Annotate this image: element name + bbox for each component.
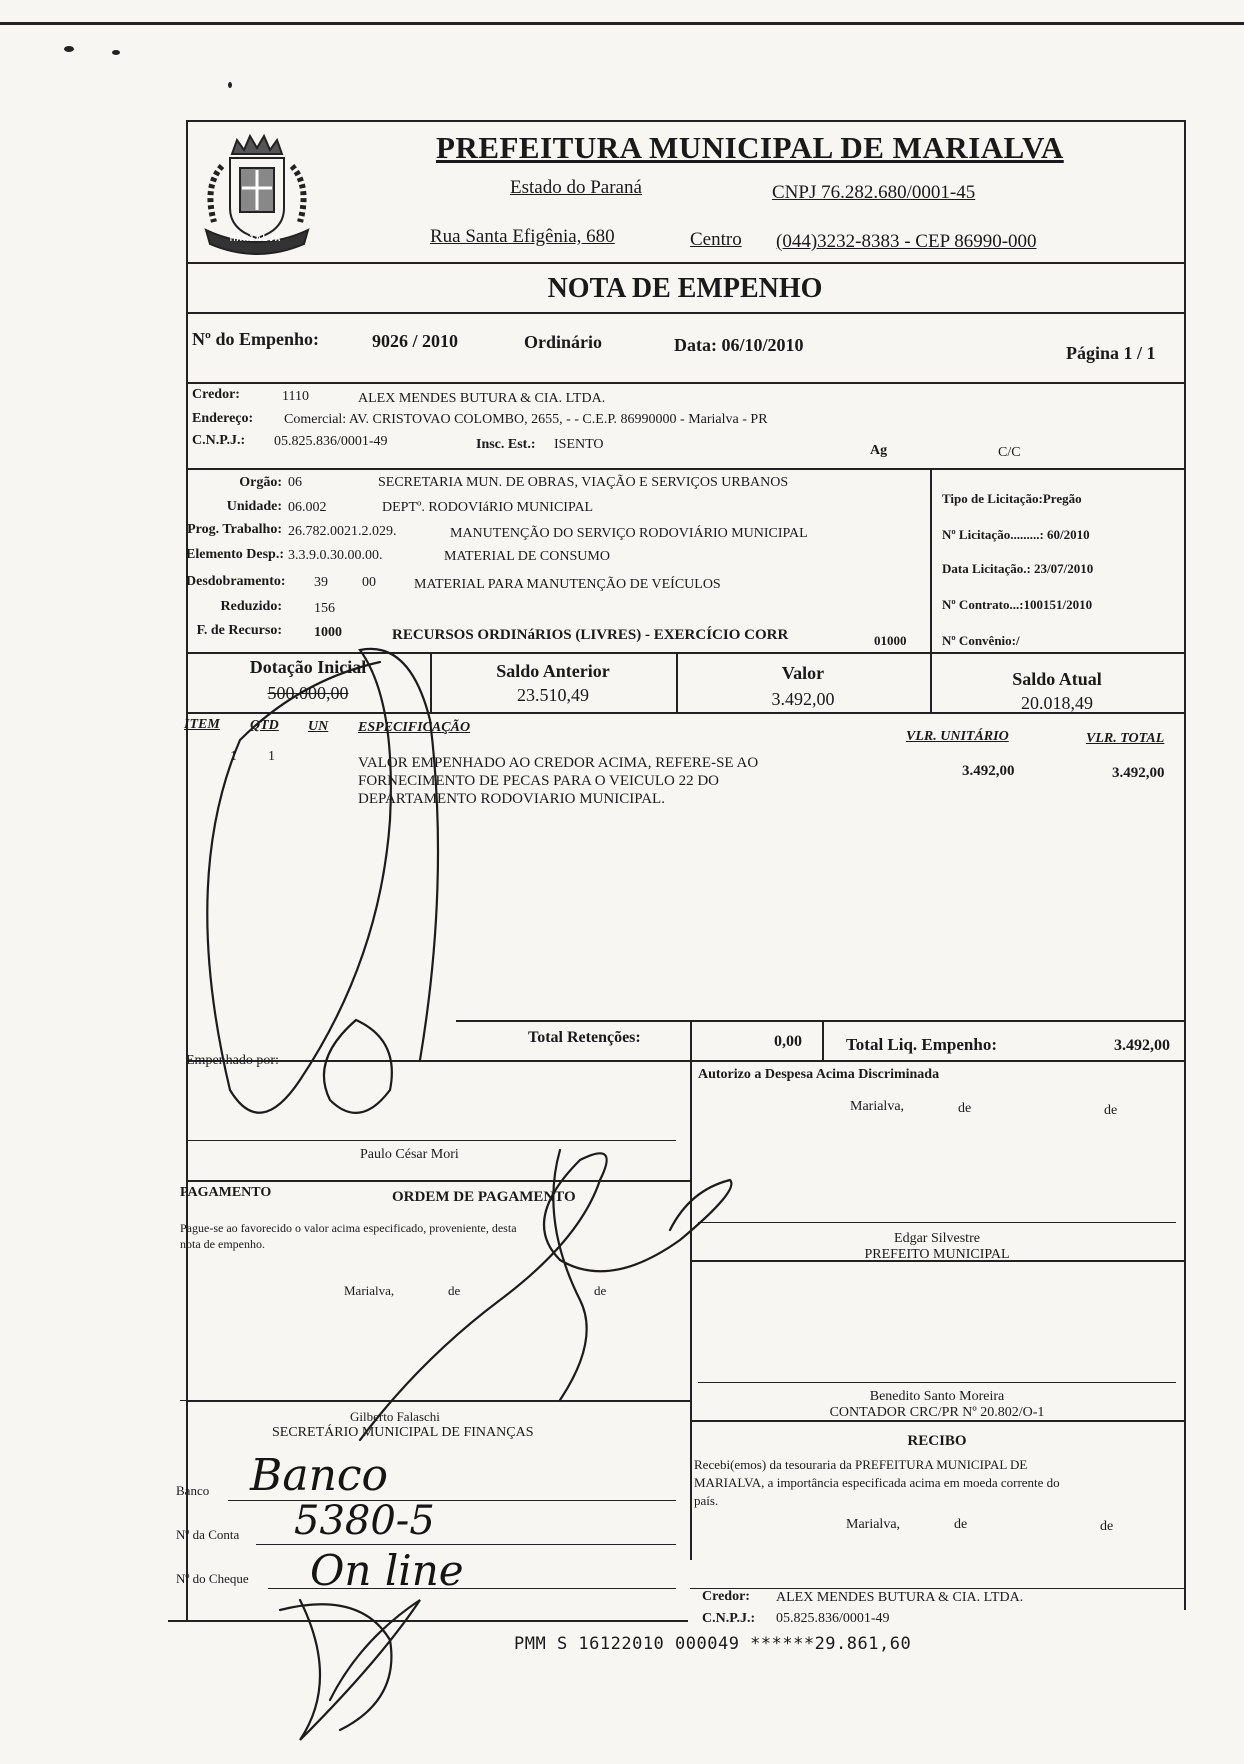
insc-value: ISENTO xyxy=(554,437,604,452)
prog-trabalho-code: 26.782.0021.2.029. xyxy=(288,524,397,539)
cheque-label: Nº do Cheque xyxy=(176,1571,249,1586)
scan-speck xyxy=(228,82,232,88)
col-header-un: UN xyxy=(308,719,329,734)
saldo-anterior-value: 23.510,49 xyxy=(517,685,589,705)
district: Centro xyxy=(690,229,742,250)
desdobramento-name: MATERIAL PARA MANUTENÇÃO DE VEÍCULOS xyxy=(414,577,721,592)
col-header-vlr-unitario: VLR. UNITÁRIO xyxy=(906,729,1009,744)
autorizo-de: de xyxy=(1104,1103,1118,1118)
prefeito-title: PREFEITO MUNICIPAL xyxy=(864,1247,1010,1262)
nota-de-empenho-form xyxy=(176,120,1186,1626)
item-spec-line: FORNECIMENTO DE PECAS PARA O VEICULO 22 DO xyxy=(358,773,720,789)
ag-label: Ag xyxy=(870,443,888,458)
recibo-place: Marialva, xyxy=(846,1517,901,1532)
recibo-text: país. xyxy=(694,1493,719,1508)
saldo-anterior-label: Saldo Anterior xyxy=(496,661,610,681)
numero-contrato: Nº Contrato...:100151/2010 xyxy=(942,597,1093,612)
saldo-atual-value: 20.018,49 xyxy=(1021,693,1093,713)
page-number: Página 1 / 1 xyxy=(1066,343,1156,363)
empenhado-por-name: Paulo César Mori xyxy=(360,1147,459,1162)
recibo-de: de xyxy=(954,1517,968,1532)
credor-cnpj: 05.825.836/0001-49 xyxy=(274,434,388,449)
fonte-recurso-number: 01000 xyxy=(874,633,907,648)
credor-code: 1110 xyxy=(282,389,309,404)
recibo-cnpj: 05.825.836/0001-49 xyxy=(776,1611,890,1626)
item-total-value: 3.492,00 xyxy=(1112,765,1165,781)
conta-handwritten: 5380-5 xyxy=(294,1498,435,1544)
col-header-especificacao: ESPECIFICAÇÃO xyxy=(358,720,471,735)
street-address: Rua Santa Efigênia, 680 xyxy=(430,226,615,247)
numero-licitacao: Nº Licitação.........: 60/2010 xyxy=(942,527,1090,542)
empenhado-por-label: Empenhado por: xyxy=(186,1053,279,1068)
empenho-number-label: Nº do Empenho: xyxy=(192,329,319,349)
pagamento-label: PAGAMENTO xyxy=(180,1185,272,1200)
empenho-type: Ordinário xyxy=(524,332,603,352)
cc-label: C/C xyxy=(998,445,1021,460)
elemento-name: MATERIAL DE CONSUMO xyxy=(444,549,610,564)
contador-title: CONTADOR CRC/PR Nº 20.802/O-1 xyxy=(829,1405,1045,1420)
cheque-handwritten: On line xyxy=(310,1546,464,1595)
municipal-crest: MARIALVA xyxy=(192,126,322,256)
reduzido-value: 156 xyxy=(314,601,335,616)
item-unit-value: 3.492,00 xyxy=(962,763,1015,779)
unidade-label: Unidade: xyxy=(226,499,282,514)
scan-speck xyxy=(64,46,74,52)
desdobramento-sub: 00 xyxy=(362,575,376,590)
col-header-item: ITEM xyxy=(184,717,220,732)
valor-label: Valor xyxy=(781,663,825,683)
autorizo-de: de xyxy=(958,1101,972,1116)
empenho-date: Data: 06/10/2010 xyxy=(674,335,804,355)
pagamento-de: de xyxy=(448,1283,461,1298)
address-label: Endereço: xyxy=(192,411,254,426)
orgao-code: 06 xyxy=(288,475,302,490)
pagamento-text: nota de empenho. xyxy=(180,1237,265,1251)
autorizo-text: Autorizo a Despesa Acima Discriminada xyxy=(698,1067,940,1082)
document-title: NOTA DE EMPENHO xyxy=(547,273,823,304)
authentication-stamp: PMM S 16122010 000049 ******29.861,60 xyxy=(514,1634,912,1654)
autorizo-place: Marialva, xyxy=(850,1099,905,1114)
secretary-name: Gilberto Falaschi xyxy=(350,1409,440,1424)
state-name: Estado do Paraná xyxy=(510,177,642,198)
recibo-credor-name: ALEX MENDES BUTURA & CIA. LTDA. xyxy=(776,1590,1024,1605)
ordem-pagamento-label: ORDEM DE PAGAMENTO xyxy=(392,1189,576,1205)
item-qtd: 1 xyxy=(268,749,275,764)
saldo-atual-label: Saldo Atual xyxy=(1012,669,1102,689)
recibo-text: MARIALVA, a importância especificada acima em moeda corrente do xyxy=(694,1475,1060,1490)
col-header-qtd: QTD xyxy=(250,718,279,733)
credor-label: Credor: xyxy=(192,387,240,402)
item-spec-line: DEPARTAMENTO RODOVIARIO MUNICIPAL. xyxy=(358,791,665,807)
prefeito-name: Edgar Silvestre xyxy=(894,1231,980,1246)
recibo-title: RECIBO xyxy=(907,1433,967,1449)
numero-convenio: Nº Convênio:/ xyxy=(942,633,1020,648)
fonte-recurso-name: RECURSOS ORDINáRIOS (LIVRES) - EXERCÍCIO CORR xyxy=(392,627,789,643)
scan-top-line xyxy=(0,22,1244,25)
banco-handwritten: Banco xyxy=(250,1450,389,1501)
page-title: PREFEITURA MUNICIPAL DE MARIALVA xyxy=(436,130,1064,165)
fonte-recurso-label: F. de Recurso: xyxy=(196,623,282,638)
elemento-code: 3.3.9.0.30.00.00. xyxy=(288,548,383,563)
pagamento-text: Pague-se ao favorecido o valor acima especificado, proveniente, desta xyxy=(180,1221,517,1235)
recibo-text: Recebi(emos) da tesouraria da PREFEITURA MUNICIPAL DE xyxy=(694,1457,1028,1472)
desdobramento-label: Desdobramento: xyxy=(186,574,286,589)
reduzido-label: Reduzido: xyxy=(220,599,282,614)
desdobramento-code: 39 xyxy=(314,575,328,590)
contador-name: Benedito Santo Moreira xyxy=(869,1389,1005,1404)
prog-trabalho-name: MANUTENÇÃO DO SERVIÇO RODOVIÁRIO MUNICIPAL xyxy=(450,526,808,541)
orgao-name: SECRETARIA MUN. DE OBRAS, VIAÇÃO E SERVIÇOS URBANOS xyxy=(378,475,789,490)
liquido-label: Total Liq. Empenho: xyxy=(846,1035,997,1054)
data-licitacao: Data Licitação.: 23/07/2010 xyxy=(942,561,1094,576)
recibo-cnpj-label: C.N.P.J.: xyxy=(702,1611,756,1626)
dotacao-value: 500.000,00 xyxy=(267,683,349,703)
recibo-credor-label: Credor: xyxy=(702,1589,750,1604)
empenho-number: 9026 / 2010 xyxy=(372,331,459,351)
credor-address: Comercial: AV. CRISTOVAO COLOMBO, 2655, - - C.E.P. 86990000 - Marialva - PR xyxy=(284,412,768,427)
col-header-vlr-total: VLR. TOTAL xyxy=(1086,731,1165,746)
tipo-licitacao: Tipo de Licitação:Pregão xyxy=(942,491,1082,506)
unidade-name: DEPTº. RODOVIáRIO MUNICIPAL xyxy=(382,500,594,515)
retencoes-value: 0,00 xyxy=(774,1033,802,1050)
pagamento-de: de xyxy=(594,1283,607,1298)
dotacao-label: Dotação Inicial xyxy=(249,657,367,677)
elemento-label: Elemento Desp.: xyxy=(186,547,284,562)
recibo-de: de xyxy=(1100,1519,1114,1534)
fonte-recurso-code: 1000 xyxy=(314,625,342,640)
liquido-value: 3.492,00 xyxy=(1114,1037,1170,1054)
cnpj-label: C.N.P.J.: xyxy=(192,433,246,448)
conta-label: Nº da Conta xyxy=(176,1527,240,1542)
unidade-code: 06.002 xyxy=(288,500,327,515)
insc-label: Insc. Est.: xyxy=(476,437,536,452)
orgao-label: Orgão: xyxy=(239,475,282,490)
pagamento-place: Marialva, xyxy=(344,1283,395,1298)
item-number: 1 xyxy=(230,749,237,764)
phone-cep: (044)3232-8383 - CEP 86990-000 xyxy=(776,231,1037,252)
item-spec-line: VALOR EMPENHADO AO CREDOR ACIMA, REFERE-SE AO xyxy=(358,755,759,771)
cnpj-header: CNPJ 76.282.680/0001-45 xyxy=(772,182,976,203)
credor-name: ALEX MENDES BUTURA & CIA. LTDA. xyxy=(358,391,606,406)
valor-value: 3.492,00 xyxy=(771,689,835,709)
secretary-title: SECRETÁRIO MUNICIPAL DE FINANÇAS xyxy=(272,1425,534,1440)
banco-label: Banco xyxy=(176,1483,210,1498)
scan-speck xyxy=(112,50,120,55)
retencoes-label: Total Retenções: xyxy=(528,1029,641,1046)
prog-trabalho-label: Prog. Trabalho: xyxy=(187,522,282,537)
